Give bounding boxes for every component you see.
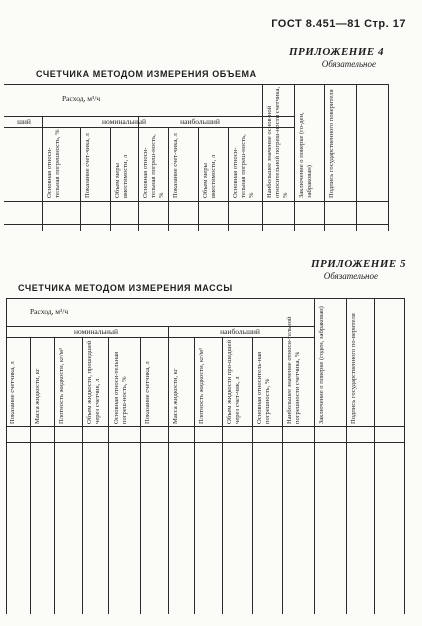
column-header: Объем меры вместимости, л <box>202 154 217 198</box>
group-header-shiy: ший <box>17 117 31 126</box>
section1-title: СЧЕТЧИКА МЕТОДОМ ИЗМЕРЕНИЯ ОБЪЕМА <box>36 69 257 79</box>
group-header-max: наибольший <box>220 327 260 336</box>
column-header: Наибольшее значение основ-ной относительной погреш-ности счетчика, % <box>266 86 289 198</box>
column-header: Объем меры вместимости, л <box>114 154 129 198</box>
column-header: Подпись государственного по-верителя <box>350 313 357 424</box>
group-header-nominal: номинальный <box>101 117 147 126</box>
column-header: Заключение о поверке (годен, забракован) <box>318 306 325 424</box>
column-header: Основная относи-тельная погреш-ность, % <box>113 351 128 424</box>
group-header-nominal: номинальный <box>73 327 119 336</box>
column-header: Плотность жидкости, кг/м³ <box>58 348 65 424</box>
column-header: Заключение о поверке (го-ден, забракован) <box>298 112 313 198</box>
appendix-4-label: ПРИЛОЖЕНИЕ 4 <box>288 46 384 58</box>
column-header: Основная относи-тельная погрешность, % <box>46 129 61 198</box>
appendix-5-label: ПРИЛОЖЕНИЕ 5 <box>310 258 406 270</box>
column-header: Плотность жидкости, кг/м³ <box>198 348 205 424</box>
column-header: Основная относи-тельная погреш-ность, % <box>232 134 255 198</box>
column-header: Основная относитель-ная погрешность, % <box>256 351 271 424</box>
column-header: Показание счет-чика, л <box>172 133 179 198</box>
appendix-5-obligatory: Обязательное <box>323 271 378 281</box>
page-header: ГОСТ 8.451—81 Стр. 17 <box>271 18 406 30</box>
rate-label: Расход, м³/ч <box>62 94 101 103</box>
column-header: Масса жидкости, кг <box>172 368 179 424</box>
column-header: Объем жидкости про-шедшей через счет-чик, л <box>226 340 241 424</box>
column-header: Объем жидкости, прошедшей через счетчик, л <box>86 340 101 424</box>
column-header: Показание счетчика, л <box>9 361 16 424</box>
column-header: Масса жидкости, кг <box>34 368 41 424</box>
rate-label: Расход, м³/ч <box>30 307 69 316</box>
column-header: Основная относи-тельная погреш-ность, % <box>142 134 165 198</box>
column-header: Подпись государственного поверителя <box>328 89 335 198</box>
column-header: Показание счетчика, л <box>144 361 151 424</box>
appendix-4-obligatory: Обязательное <box>321 59 376 69</box>
section2-title: СЧЕТЧИКА МЕТОДОМ ИЗМЕРЕНИЯ МАССЫ <box>18 283 233 293</box>
column-header: Показание счет-чика, л <box>84 133 91 198</box>
group-header-max: наибольший <box>180 117 220 126</box>
column-header: Наибольшее значение относи-тельной погрешности счетчика, % <box>286 316 301 424</box>
